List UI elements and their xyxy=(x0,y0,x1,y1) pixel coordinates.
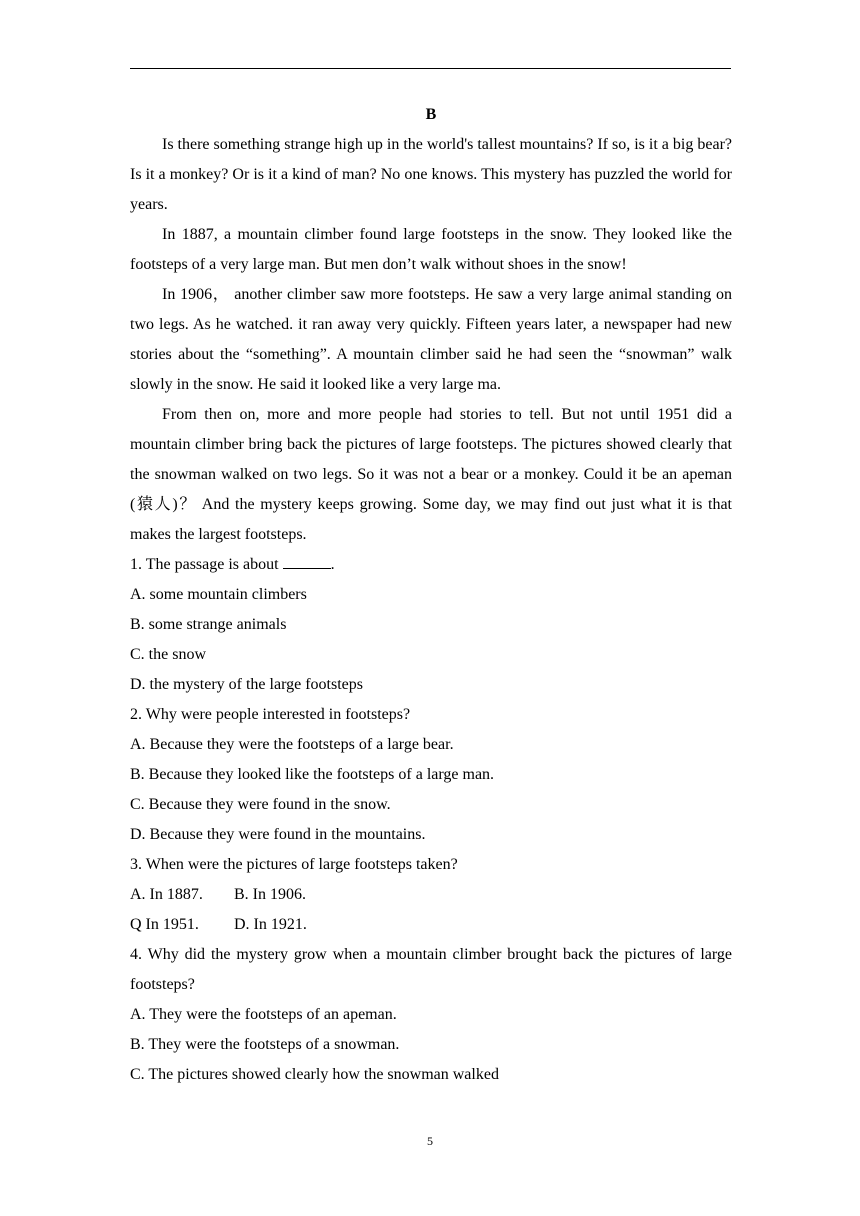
passage-paragraph-2: In 1887, a mountain climber found large footsteps in the snow. They looked like the footsteps of a very large man. But men don’t walk without shoes in the snow! xyxy=(130,226,732,273)
page-content xyxy=(130,100,732,1090)
passage-paragraph-4: From then on, more and more people had stories to tell. But not until 1951 did a mountain climber bring back the pictures of large footsteps. The pictures showed clearly that the snowman walked on two legs. So it was not a bear or a monkey. Could it be an apeman (猿人)？ And the mystery keeps growing. Some day, we may find out just what it is that makes the largest footsteps. xyxy=(130,406,732,543)
question-3-stem: 3. When were the pictures of large footsteps taken? xyxy=(130,856,458,873)
passage-paragraph-3: In 1906， another climber saw more footsteps. He saw a very large animal standing on two legs. As he watched. it ran away very quickly. Fifteen years later, a newspaper had new stories about the “something”. A mountain climber said he had seen the “snowman” walk slowly in the snow. He said it looked like a very large ma. xyxy=(130,286,732,393)
question-1-end: . xyxy=(330,556,335,573)
question-4-option-b: B. They were the footsteps of a snowman. xyxy=(130,1036,400,1053)
page-number: 5 xyxy=(427,1134,433,1148)
question-3-option-b: B. In 1906. xyxy=(234,886,306,903)
question-4-option-a: A. They were the footsteps of an apeman. xyxy=(130,1006,397,1023)
question-4-option-c: C. The pictures showed clearly how the snowman walked xyxy=(130,1066,499,1083)
question-1-option-d: D. the mystery of the large footsteps xyxy=(130,676,363,693)
question-2-stem: 2. Why were people interested in footsteps? xyxy=(130,706,411,723)
question-2-option-b: B. Because they looked like the footsteps of a large man. xyxy=(130,766,495,783)
question-1-text: 1. The passage is about xyxy=(130,556,279,573)
question-2-option-a: A. Because they were the footsteps of a large bear. xyxy=(130,736,454,753)
question-3-options-row-1 xyxy=(130,880,732,910)
question-1-option-a: A. some mountain climbers xyxy=(130,586,307,603)
question-1-option-b: B. some strange animals xyxy=(130,616,287,633)
question-1-stem xyxy=(130,550,732,580)
question-3-options-row-2 xyxy=(130,910,732,940)
question-3-option-d: D. In 1921. xyxy=(234,916,307,933)
answer-blank xyxy=(283,553,331,569)
section-title: B xyxy=(425,106,437,123)
question-2-option-c: C. Because they were found in the snow. xyxy=(130,796,391,813)
header-rule xyxy=(130,68,731,69)
question-4-stem: 4. Why did the mystery grow when a mountain climber brought back the pictures of large footsteps? xyxy=(130,946,732,993)
question-3-option-a: A. In 1887. xyxy=(130,886,203,903)
question-1-option-c: C. the snow xyxy=(130,646,206,663)
question-3-option-c: Q In 1951. xyxy=(130,916,199,933)
passage-paragraph-1: Is there something strange high up in the world's tallest mountains? If so, is it a big bear? Is it a monkey? Or is it a kind of man? No one knows. This mystery has puzzled the world for years. xyxy=(130,136,732,213)
question-2-option-d: D. Because they were found in the mountains. xyxy=(130,826,426,843)
